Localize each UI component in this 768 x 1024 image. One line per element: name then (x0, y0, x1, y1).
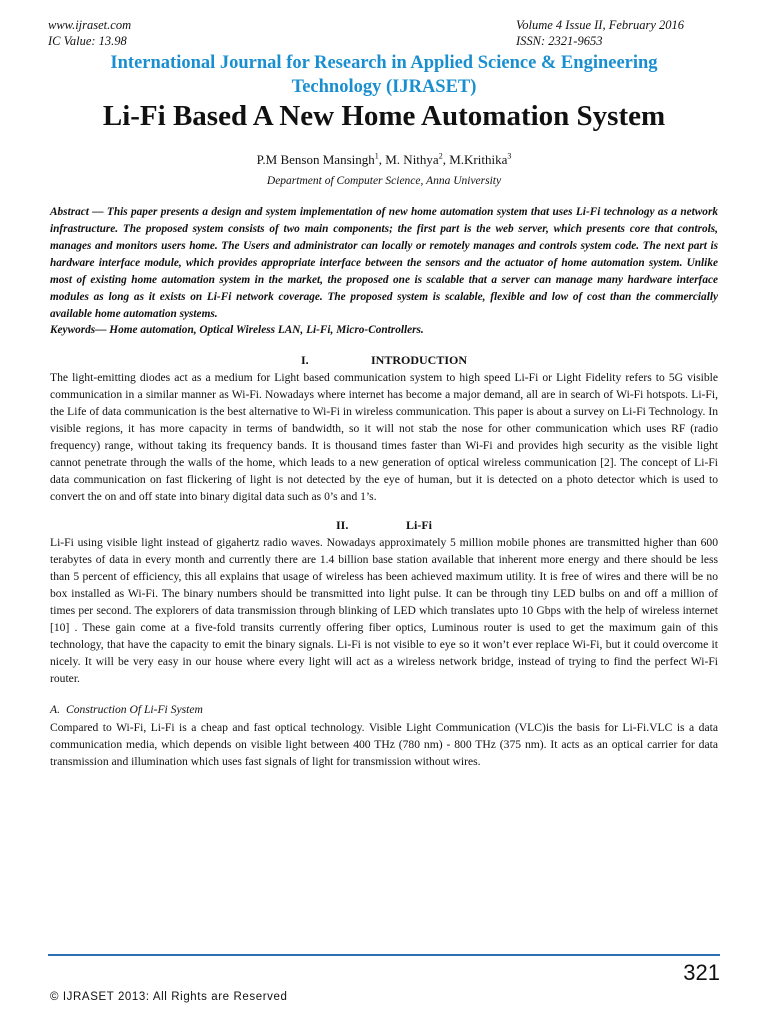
author-name: P.M Benson Mansingh (256, 152, 375, 167)
author-list (40, 151, 728, 169)
affiliation: Department of Computer Science, Anna University (266, 175, 502, 187)
subsection-letter: A. (50, 703, 60, 716)
author-name: M. Nithya (385, 152, 439, 167)
abstract: Abstract — This paper presents a design and system implementation of new home automation system that uses Li-Fi technology as a network infrastructure. The proposed system consists of two main components; the first part is the web server, which presents core that controls, manages and monitors users home. The Users and administrator can locally or remotely manages and controls system code. The next part is hardware interface module, which provides appropriate interface between the sensors and the actuator of home automation system. Unlike most of existing home automation system in the market, the proposed one is scalable that a server can manage many hardware interface modules as long as it exists on Li-Fi network coverage. The proposed system is scalable, flexible and low of cost than the commercially available home automation systems. (50, 206, 718, 320)
page-number: 321 (683, 960, 720, 985)
journal-name-line1: International Journal for Research in Applied Science & Engineering (110, 53, 658, 73)
construction-paragraph: Compared to Wi-Fi, Li-Fi is a cheap and fast optical technology. Visible Light Communication (VLC)is the basis for Li-Fi.VLC is a data communication media, which depends on visible light between 400 THz (780 nm) - 800 THz (375 nm). It acts as an optical carrier for data transmission and illumination which uses fast signals of light for transmission without wires. (50, 721, 718, 769)
website-url[interactable]: www.ijraset.com (48, 18, 132, 32)
header-left (48, 17, 131, 49)
journal-name-line2: Technology (IJRASET) (291, 77, 477, 97)
paper-title: Li-Fi Based A New Home Automation System (102, 100, 666, 132)
subsection-title: Construction Of Li-Fi System (66, 703, 203, 716)
author-affil-mark: 2 (438, 151, 443, 161)
copyright-notice: © IJRASET 2013: All Rights are Reserved (50, 991, 288, 1003)
author-affil-mark: 1 (374, 151, 379, 161)
section-title: INTRODUCTION (370, 353, 467, 367)
author-name: M.Krithika (449, 152, 508, 167)
issn: ISSN: 2321-9653 (516, 34, 603, 48)
section-number: II. (336, 518, 349, 532)
introduction-paragraph: The light-emitting diodes act as a medium for Light based communication system to high speed Li-Fi or Light Fidelity refers to 5G visible communication in a similar manner as Wi-Fi. Nowadays where internet has become a major demand, all are in search of Wi-Fi hotspots. Li-Fi, the Life of data communication is the best alternative to Wi-Fi in wireless communication. This paper is about a survey on Li-Fi Technology. In visible regions, it has more capacity in terms of bandwidth, so it will not stab the nose for other communication which uses RF (radio frequency) range, without taking its frequency bands. It is thousand times faster than Wi-Fi and provides high security as the visible light cannot penetrate through the walls of the home, which leads to a new generation of optical wireless communication [2]. The concept of Li-Fi data communication on fast flickering of light is not detected by the eye of human, but it is detected on a photo detector which is used to convert the on and off state into binary digital data such as 0’s and 1’s. (50, 371, 718, 504)
lifi-paragraph: Li-Fi using visible light instead of gigahertz radio waves. Nowadays approximately 5 million mobile phones are transmitted higher than 600 terabytes of data in every month and currently there are 1.4 billion base station available that inherent more energy and there should be less than 5 percent of efficiency, this all explains that usage of wireless has been achieved maximum utility. It is free of wires and there will be no box installed as Wi-Fi. The binary numbers should be transmitted into light pulse. It can be through tiny LED bulbs on and off a million of times per second. The explorers of data transmission through blinking of LED which translates upto 10 Gbps with the help of wireless internet [10] . These gain come at a five-fold transits currently offering fiber optics, Luminous router is used to get the maximum gain of this technology, that have the capacity to emit the binary signals. Li-Fi is not visible to eye so it won’t ever replace Wi-Fi, but it could overcome it nicely. It will be very easy in our house where every light will act as a wireless network bridge, instead of trying to find the perfect Wi-Fi router. (50, 536, 718, 686)
subsection-heading-construction (50, 702, 203, 718)
author-separator: , (442, 152, 450, 167)
section-heading-lifi (50, 517, 718, 533)
journal-name (40, 51, 728, 99)
keywords: Keywords— Home automation, Optical Wireless LAN, Li-Fi, Micro-Controllers. (50, 324, 424, 336)
section-title: Li-Fi (406, 518, 432, 532)
volume-issue: Volume 4 Issue II, February 2016 (516, 18, 685, 32)
section-number: I. (300, 353, 309, 367)
footer-rule (48, 954, 720, 956)
section-heading-introduction (50, 352, 718, 368)
author-affil-mark: 3 (507, 151, 512, 161)
header-right (516, 17, 684, 49)
author-separator: , (378, 152, 386, 167)
ic-value: IC Value: 13.98 (48, 34, 127, 48)
